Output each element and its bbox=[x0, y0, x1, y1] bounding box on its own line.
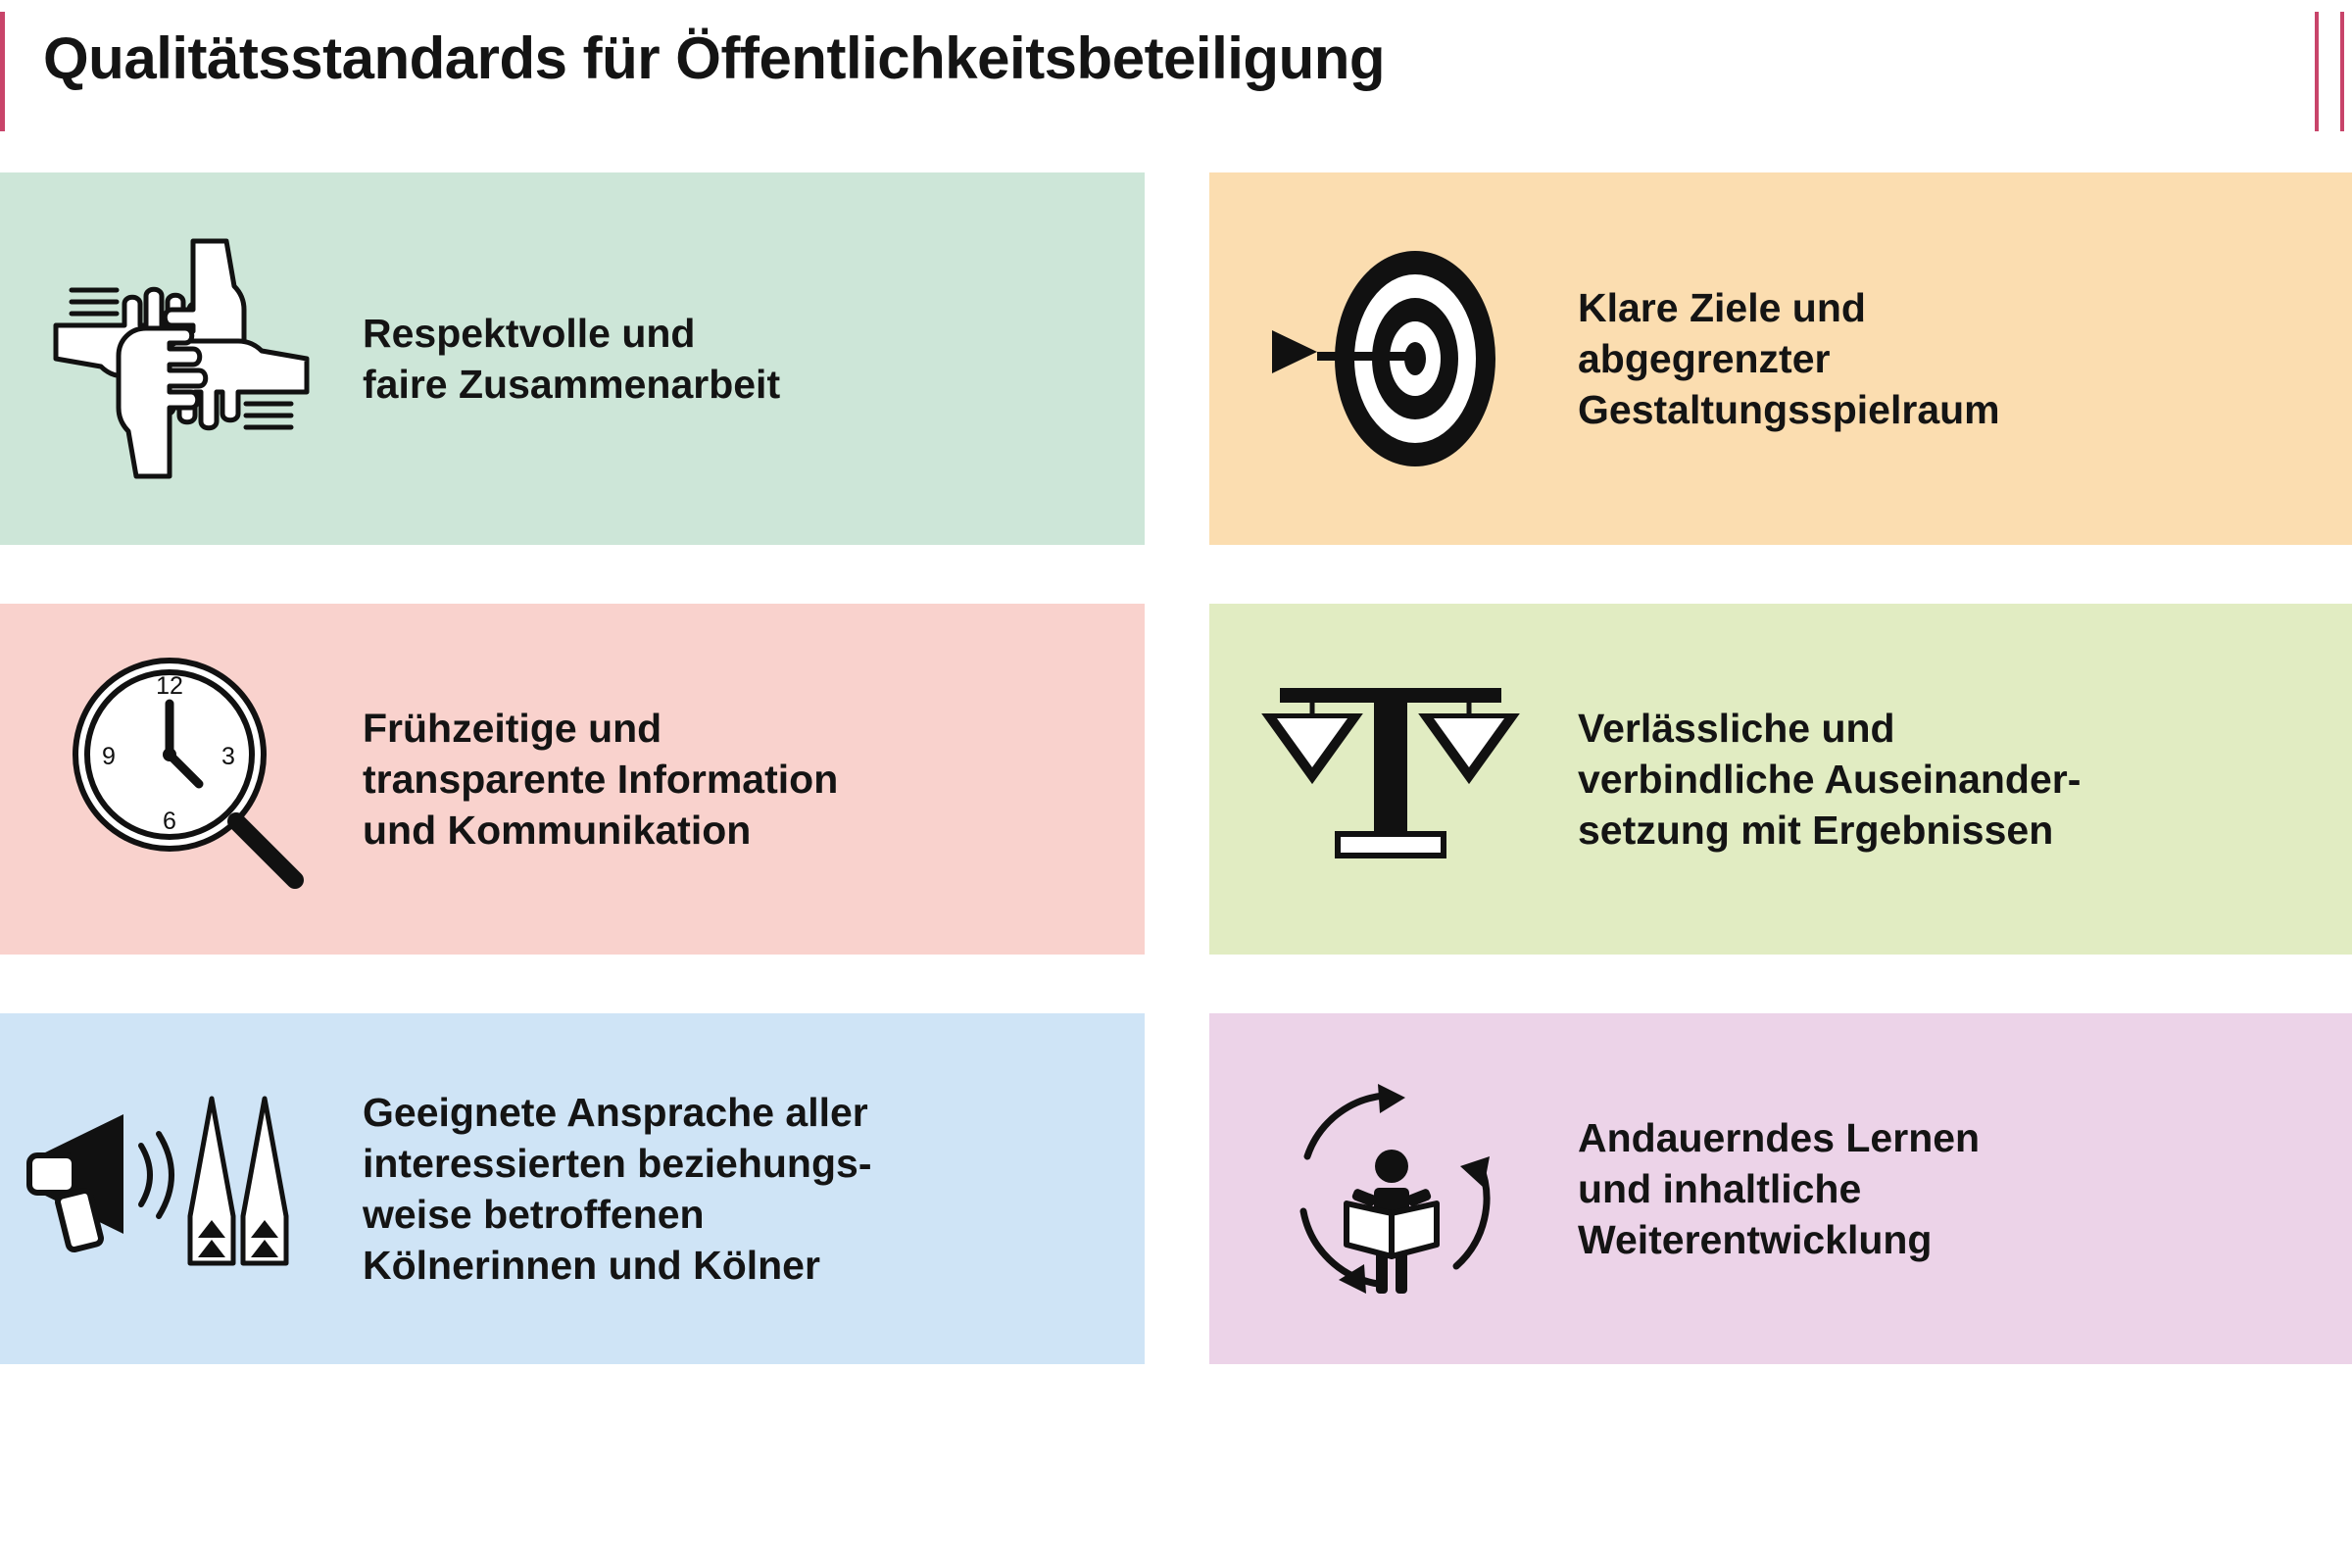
four-hands-icon bbox=[0, 172, 363, 545]
standard-label-line: Weiterentwicklung bbox=[1578, 1217, 1933, 1263]
page-header bbox=[0, 0, 2352, 145]
clock-number-9: 9 bbox=[102, 743, 116, 770]
header-accent-rule-right-inner bbox=[2315, 12, 2319, 131]
standard-label bbox=[363, 1087, 905, 1291]
standards-row-1 bbox=[0, 172, 2352, 545]
header-accent-rule-right-outer bbox=[2340, 12, 2344, 131]
standard-label bbox=[1572, 1112, 2013, 1265]
clock-number-12: 12 bbox=[156, 672, 183, 700]
standard-label-line: Kölnerinnen und Kölner bbox=[363, 1243, 820, 1289]
standard-label-line: Geeignete Ansprache aller bbox=[363, 1089, 868, 1135]
standard-label bbox=[1572, 282, 2034, 435]
standard-label bbox=[363, 308, 813, 410]
standard-card-fruehzeitige-information bbox=[0, 604, 1145, 955]
target-dart-icon bbox=[1209, 172, 1572, 545]
standard-card-respektvolle-zusammenarbeit bbox=[0, 172, 1145, 545]
standard-label-line: interessierten beziehungs- bbox=[363, 1140, 872, 1186]
standard-label-line: faire Zusammenarbeit bbox=[363, 362, 781, 407]
header-accent-rule-left bbox=[0, 12, 5, 131]
standard-label-line: Frühzeitige und bbox=[363, 705, 662, 751]
standard-label-line: Klare Ziele und bbox=[1578, 284, 1866, 330]
person-reading-cycle-icon bbox=[1209, 1013, 1572, 1364]
page-title: Qualitätsstandards für Öffentlichkeitsbeteiligung bbox=[43, 25, 1386, 91]
standard-card-andauerndes-lernen bbox=[1209, 1013, 2352, 1364]
standard-label-line: transparente Information bbox=[363, 756, 839, 802]
standard-label-line: Andauerndes Lernen bbox=[1578, 1114, 1981, 1160]
standard-label-line: Respektvolle und bbox=[363, 310, 696, 356]
standard-label-line: Gestaltungsspielraum bbox=[1578, 387, 2000, 433]
standard-label-line: weise betroffenen bbox=[363, 1192, 705, 1237]
clock-magnifier-icon bbox=[0, 604, 363, 955]
standard-label-line: und inhaltliche bbox=[1578, 1165, 1862, 1211]
standards-row-2 bbox=[0, 604, 2352, 955]
standard-label bbox=[363, 703, 871, 856]
standard-label-line: Verlässliche und bbox=[1578, 705, 1895, 751]
megaphone-cathedral-icon bbox=[0, 1013, 363, 1364]
standard-label-line: verbindliche Auseinander- bbox=[1578, 756, 2082, 802]
balance-scale-icon bbox=[1209, 604, 1572, 955]
standards-grid bbox=[0, 145, 2352, 1364]
clock-number-3: 3 bbox=[221, 743, 235, 770]
clock-number-6: 6 bbox=[163, 808, 176, 835]
standard-label-line: setzung mit Ergebnissen bbox=[1578, 808, 2054, 854]
standards-row-3 bbox=[0, 1013, 2352, 1364]
standard-label-line: abgegrenzter bbox=[1578, 335, 1831, 381]
standard-card-verlaessliche-auseinandersetzung bbox=[1209, 604, 2352, 955]
standard-label bbox=[1572, 703, 2114, 856]
standard-card-geeignete-ansprache bbox=[0, 1013, 1145, 1364]
standard-card-klare-ziele bbox=[1209, 172, 2352, 545]
standard-label-line: und Kommunikation bbox=[363, 808, 752, 854]
